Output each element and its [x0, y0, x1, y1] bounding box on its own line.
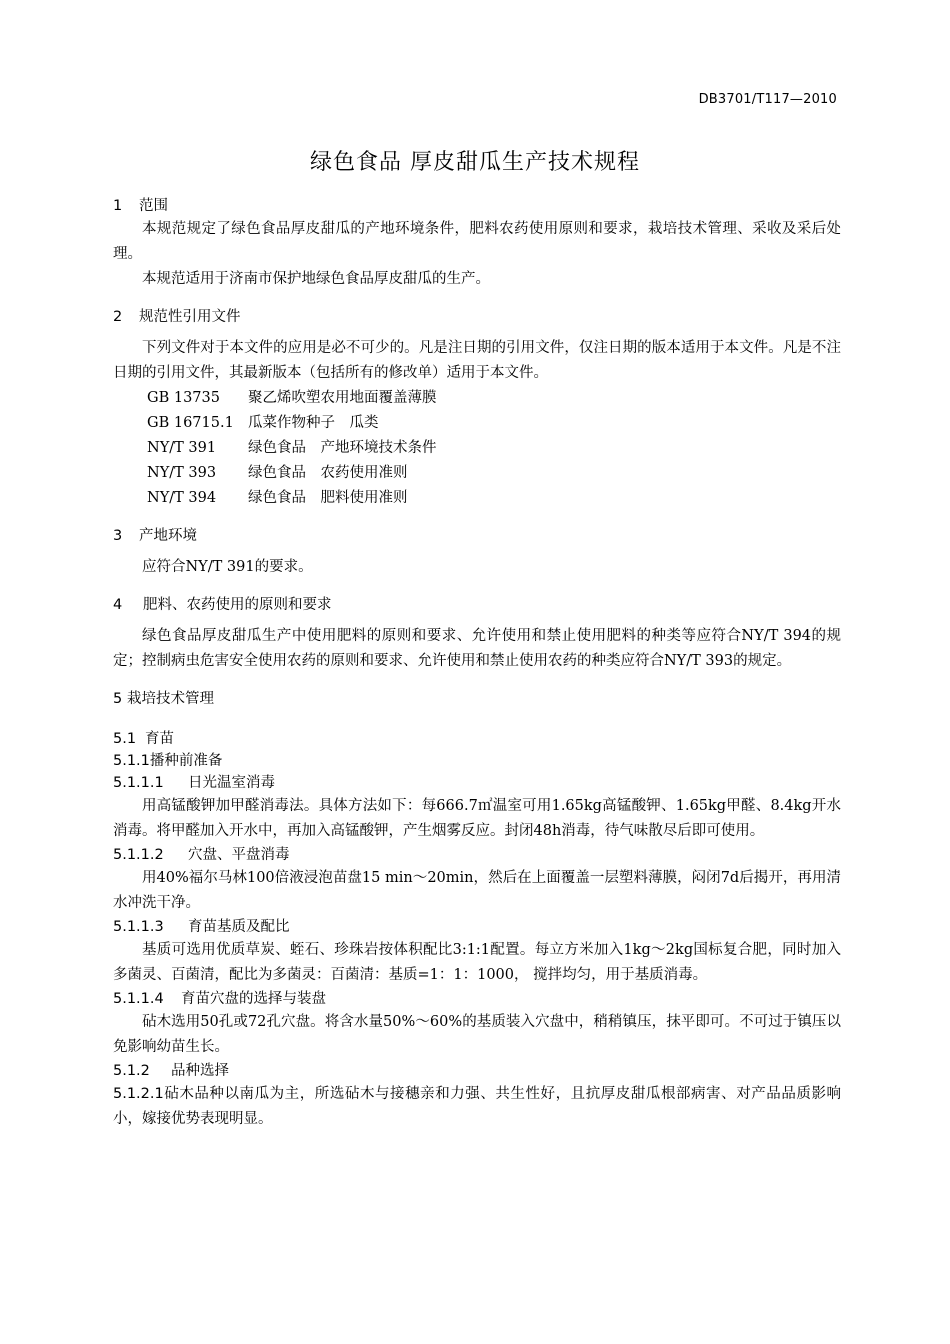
clause-text: 砧木品种以南瓜为主，所选砧木与接穗亲和力强、共生性好，且抗厚皮甜瓜根部病害、对产品品质影响小，嫁接优势表现明显。: [113, 1086, 841, 1127]
clause-title: 育苗穴盘的选择与装盘: [181, 991, 326, 1007]
clause-number: 5.1.1.2: [113, 847, 164, 863]
reference-name: 绿色食品 肥料使用准则: [248, 490, 408, 506]
clause-title: 日光温室消毒: [188, 775, 275, 791]
section-3-heading: [113, 525, 841, 547]
reference-code: NY/T 394: [147, 490, 217, 506]
section-2-heading: [113, 306, 841, 328]
paragraph: 基质可选用优质草炭、蛭石、珍珠岩按体积配比3:1:1配置。每立方米加入1kg～2kg国标复合肥，同时加入多菌灵、百菌清，配比为多菌灵：百菌清：基质=1：1：1000， 搅拌均匀，用于基质消毒。: [113, 942, 841, 983]
paragraph: 用高锰酸钾加甲醛消毒法。具体方法如下：每666.7㎡温室可用1.65kg高锰酸钾、1.65kg甲醛、8.4kg开水消毒。将甲醛加入开水中，再加入高锰酸钾，产生烟雾反应。封闭48h消毒，待气味散尽后即可使用。: [113, 798, 841, 839]
clause-paragraph: [113, 1082, 841, 1132]
document-body: [113, 195, 841, 1132]
section-number: 2: [113, 309, 123, 325]
subsection-number: 5.1.2: [113, 1063, 150, 1079]
reference-code: GB 16715.1: [147, 415, 234, 431]
paragraph: 应符合NY/T 391的要求。: [142, 559, 313, 575]
reference-code: GB 13735: [147, 390, 220, 406]
section-title: 肥料、农药使用的原则和要求: [143, 597, 332, 613]
clause-title: 穴盘、平盘消毒: [188, 847, 290, 863]
subsection-title: 育苗: [145, 731, 174, 747]
reference-item: [113, 436, 841, 461]
subsection-heading: [113, 728, 841, 750]
subsection-title: 品种选择: [171, 1063, 229, 1079]
reference-name: 绿色食品 农药使用准则: [248, 465, 408, 481]
reference-code: NY/T 393: [147, 465, 217, 481]
reference-item: [113, 386, 841, 411]
section-title: 范围: [139, 198, 168, 214]
section-number: 5: [113, 691, 123, 707]
section-number: 3: [113, 528, 123, 544]
section-title: 产地环境: [139, 528, 197, 544]
section-title: 规范性引用文件: [139, 309, 241, 325]
section-title: 栽培技术管理: [127, 691, 214, 707]
paragraph: 绿色食品厚皮甜瓜生产中使用肥料的原则和要求、允许使用和禁止使用肥料的种类等应符合NY/T 394的规定；控制病虫危害安全使用农药的原则和要求、允许使用和禁止使用农药的种类应符合NY/T 393的规定。: [113, 628, 841, 669]
clause-number: 5.1.1.4: [113, 991, 164, 1007]
section-number: 1: [113, 198, 123, 214]
reference-name: 瓜菜作物种子 瓜类: [248, 415, 379, 431]
subsection-title: 播种前准备: [149, 753, 223, 769]
subsection-number: 5.1: [113, 731, 137, 747]
section-1-heading: [113, 195, 841, 217]
subsection-number: 5.1.1: [113, 753, 150, 769]
paragraph: 本规范适用于济南市保护地绿色食品厚皮甜瓜的生产。: [142, 271, 490, 287]
paragraph: 本规范规定了绿色食品厚皮甜瓜的产地环境条件，肥料农药使用原则和要求，栽培技术管理、采收及采后处理。: [113, 221, 841, 262]
clause-heading: [113, 988, 841, 1010]
paragraph: 用40%福尔马林100倍液浸泡苗盘15 min～20min，然后在上面覆盖一层塑料薄膜，闷闭7d后揭开，再用清水冲洗干净。: [113, 870, 841, 911]
section-4-heading: [113, 594, 841, 616]
reference-code: NY/T 391: [147, 440, 217, 456]
section-5-heading: [113, 688, 841, 710]
clause-title: 育苗基质及配比: [188, 919, 290, 935]
reference-item: [113, 411, 841, 436]
clause-number: 5.1.1.1: [113, 775, 164, 791]
clause-number: 5.1.1.3: [113, 919, 164, 935]
paragraph: 砧木选用50孔或72孔穴盘。将含水量50%～60%的基质装入穴盘中，稍稍镇压，抹平即可。不可过于镇压以免影响幼苗生长。: [113, 1014, 841, 1055]
section-number: 4: [113, 597, 123, 613]
document-title: 绿色食品 厚皮甜瓜生产技术规程: [310, 150, 640, 175]
reference-name: 聚乙烯吹塑农用地面覆盖薄膜: [248, 390, 437, 406]
paragraph: 下列文件对于本文件的应用是必不可少的。凡是注日期的引用文件，仅注日期的版本适用于本文件。凡是不注日期的引用文件，其最新版本（包括所有的修改单）适用于本文件。: [113, 340, 841, 381]
reference-item: [113, 461, 841, 486]
reference-name: 绿色食品 产地环境技术条件: [248, 440, 437, 456]
clause-heading: [113, 772, 841, 794]
subsection-heading: [113, 750, 841, 772]
clause-number: 5.1.2.1: [113, 1086, 164, 1102]
subsection-heading: [113, 1060, 841, 1082]
clause-heading: [113, 916, 841, 938]
clause-heading: [113, 844, 841, 866]
standard-number: DB3701/T117—2010: [698, 92, 837, 107]
reference-item: [113, 486, 841, 511]
